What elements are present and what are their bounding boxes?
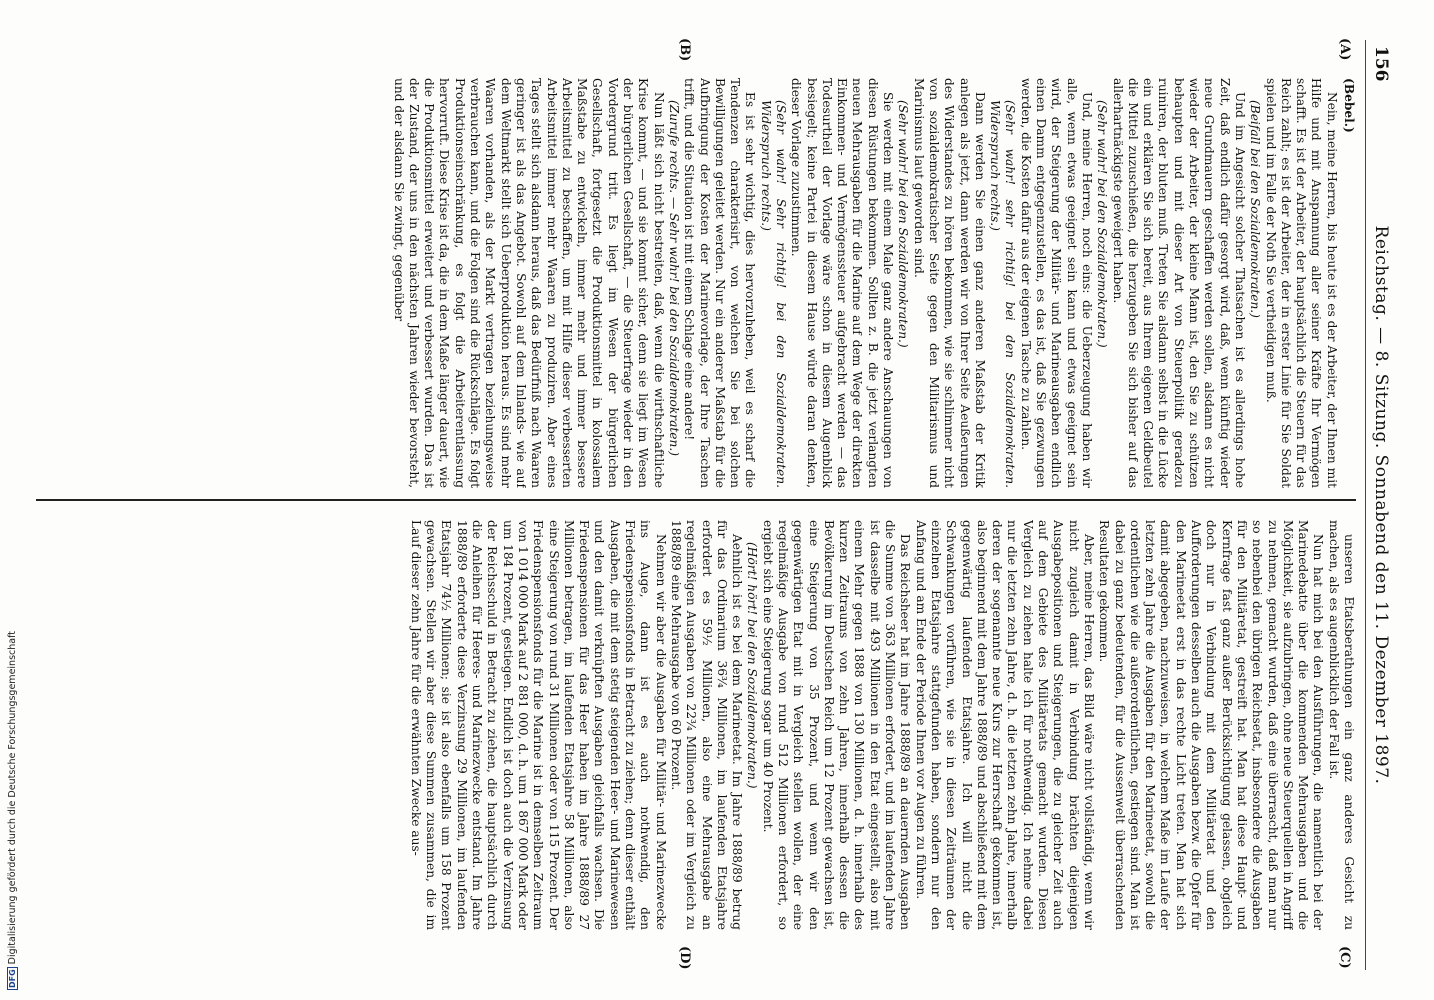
paragraph: (Sehr wahr! bei den Sozialdemokraten.) xyxy=(1095,100,1110,348)
paragraph: Dann werden Sie einen ganz anderen Maßstab der Kritik anlegen als jetzt, dann werden wir von Ihrer Seite Aeußerungen des Widerstandes zu hören bekommen, wie sie schlimmer nicht von sozialdemokratischer Seite gegen den Militarismus und Marinismus laut geworden sind. xyxy=(911,78,987,488)
paragraph: Nun hat mich bei den Ausführungen, die namentlich bei der Marinedebatte über die kommenden Mehrausgaben und die Möglichkeit, sie aufzubringen, ohne neue Steuerquellen in Angriff zu nehmen, gemacht wurden, daß eine überrascht, daß man nur so nebenbei den übrigen Reichsetat, insbesondere die Ausgaben für den Militäretat, gestreift hat. Man hat diese Haupt- und Kernfrage fast ganz außer Berücksichtigung gelassen, obgleich doch nur in Verbindung mit dem Militäretat und den Aufforderungen desselben auch die Ausgaben bezw. die Opfer für den Marineetat erst in das rechte Licht treten. Man hat sich damit abgegeben, nachzuweisen, in welchem Maße im Laufe der letzten zehn Jahre die Ausgaben für den Marineetat, sowohl die ordentlichen wie die außerordentlichen, gestiegen sind. Man ist dabei zu ganz bedeutenden, für die Aussenwelt überraschenden Resultaten gekommen. xyxy=(1097,520,1326,930)
paragraph: Das Reichsheer hat im Jahre 1888/89 an dauernden Ausgaben die Summe von 363 Millionen erfordert, und im laufenden Jahre ist dasselbe mit 493 Millionen in den Etat eingestellt, also mit einem Mehr gegen 1888 von 130 Millionen, d. h. innerhalb des kurzen Zeitraums von zehn Jahren, innerhalb dessen die Bevölkerung im Deutschen Reich um 12 Prozent gewachsen ist, eine Steigerung von 35 Prozent, und wenn wir den gegenwärtigen Etat mit in Vergleich stellen wollen, der eine regelmäßige Ausgabe von rund 512 Millionen erfordert, so ergiebt sich eine Steigerung sogar um 40 Prozent. xyxy=(760,520,913,930)
paragraph: Es ist sehr wichtig, dies hervorzuheben, weil es scharf die Tendenzen charakterisirt, von welchen Sie bei solchen Bewilligungen geleitet werden. Nur ein anderer Maßstab für die Aufbringung der Kosten der Marinevorlage, der Ihre Taschen trifft, und die Situation ist mit einem Schlage eine andere! xyxy=(682,78,758,488)
margin-marker-b: (B) xyxy=(677,38,692,62)
paragraph: Sie werden mit einem Male ganz andere Anschauungen von diesen Rüstungen bekommen. Sollten z. B. die jetzt verlangten neuen Mehrausgaben für die Marine auf dem Wege der direkten Einkommen- und Vermögenssteuer aufgebracht werden — das Todesurtheil der Vorlage wäre schon in diesem Augenblick besiegelt; keine Partei in diesem Hause würde daran denken, dieser Vorlage zuzustimmen. xyxy=(789,78,896,488)
digitization-note-text xyxy=(7,631,18,990)
paragraph: Nun läßt sich nicht bestreiten, daß, wenn die wirthschaftliche Krise kommt, — und sie kommt sicher, denn sie liegt im Wesen der bürgerlichen Gesellschaft, — die Steuerfrage wieder in den Vordergrund tritt. Es liegt im Wesen der bürgerlichen Gesellschaft, fortgesetzt die Produktionsmittel in kolossalem Maßstabe zu entwickeln, immer mehr und immer bessere Arbeitsmittel zu beschaffen, um mit Hilfe dieser verbesserten Arbeitsmittel immer mehr Waaren zu produziren. Aber eines Tages stellt sich alsdann heraus, daß das Bedürfniß nach Waaren geringer ist als das Angebot. Sowohl auf dem Inlands- wie auf dem Weltmarkt stellt sich Ueberproduktion heraus. Es sind mehr Waaren vorhanden, als der Markt vertragen beziehungsweise verbrauchen kann, und die Folgen sind die Rückschläge. Es folgt Produktionseinschränkung, es folgt die Arbeiterentlassung hervorruft. Diese Krise ist da, die in dem Maße länger dauert, wie die Produktionsmittel erweitert und verbessert wurden. Das ist der Zustand, der uns in den nächsten Jahren wieder bevorsteht, und der alsdann Sie zwingt, gegenüber xyxy=(391,78,666,488)
page-header xyxy=(1365,40,1396,970)
speaker-name: (Bebel.) xyxy=(1342,78,1356,133)
digitization-note xyxy=(0,0,24,1000)
paragraph: (Sehr wahr! bei den Sozialdemokraten.) xyxy=(896,100,911,348)
page-number: 156 xyxy=(1371,46,1391,82)
paragraph: Nehmen wir aber die Ausgaben für Militär- und Marinezwecke ins Auge, dann ist es auch nothwendig, den Friedenspensionsfonds in Betracht zu ziehen; denn dieser enthält Ausgaben, die mit dem stetig steigenden Heer- und Marinewesen und den damit verknüpften Ausgaben gleichfalls wachsen. Die Friedenspensionen für das Heer haben im Jahre 1888/89 27 Millionen betragen, im laufenden Etatsjahre 58 Millionen, also eine Steigerung von rund 31 Millionen oder von 115 Prozent. Der Friedenspensionsfonds für die Marine ist in demselben Zeitraum von 1 014 000 Mark auf 2 881 000, d. h. um 1 867 000 Mark oder um 184 Prozent, gestiegen. Endlich ist doch auch die Verzinsung der Reichsschuld in Betracht zu ziehen, die hauptsächlich durch die Anleihen für Heeres- und Marinezwecke entstand. Im Jahre 1888/89 erforderte diese Verzinsung 29 Millionen, im laufenden Etatsjahr 74½ Millionen; sie ist also ebenfalls um 158 Prozent gewachsen. Stellen wir aber diese Summen zusammen, die im Lauf dieser zehn Jahre für die erwähnten Zwecke aus- xyxy=(408,520,668,930)
paragraph: (Sehr wahr! sehr richtig! bei den Sozialdemokraten. Widerspruch rechts.) xyxy=(988,100,1018,488)
paragraph: (Sehr wahr! Sehr richtig! bei den Sozialdemokraten. Widerspruch rechts.) xyxy=(758,100,789,488)
paragraph: (Beifall bei den Sozialdemokraten.) xyxy=(1248,100,1263,318)
digitization-note-label: Digitalisierung gefördert durch die Deutsche Forschungsgemeinschaft xyxy=(6,630,18,965)
paragraph: unseren Etatsberathungen ein ganz anderes Gesicht zu machen, als es augenblicklich der Fall ist. xyxy=(1326,520,1356,930)
dfg-logo: DFG xyxy=(7,969,17,988)
paragraph: Und, meine Herren, noch eins: die Ueberzeugung haben wir alle, wenn etwas geeignet sein kann und etwas geeignet sein wird, der Steigerung der Militär- und Marineausgaben endlich einen Damm entgegenzustellen, es das ist, daß Sie gezwungen werden, die Kosten dafür aus der eigenen Tasche zu zahlen. xyxy=(1018,78,1094,488)
column-divider xyxy=(36,499,1356,501)
text-column-left xyxy=(36,78,1356,488)
left-column-paragraphs xyxy=(390,78,1338,488)
margin-marker-d: (D) xyxy=(677,946,692,970)
margin-marker-a: (A) xyxy=(1337,38,1352,61)
right-column-paragraphs xyxy=(408,520,1356,930)
paragraph: (Hört! hört! bei den Sozialdemokraten.) xyxy=(745,542,760,789)
text-column-right xyxy=(36,520,1356,930)
paragraph: Nein, meine Herren, bis heute ist es der Arbeiter, der Ihnen mit Hilfe und mit Anspannung aller seiner Kräfte Ihr Vermögen schafft. Es ist der Arbeiter, der hauptsächlich die Steuern für das Reich zahlt; es ist der Arbeiter, der in erster Linie für Sie Soldat spielen und im Falle der Noth Sie vertheidigen muß. xyxy=(1263,78,1339,488)
paragraph: Und im Angesicht solcher Thatsachen ist es allerdings hohe Zeit, daß endlich dafür gesorgt wird, daß, wenn künftig wieder neue Grundmauern geschaffen werden sollen, alsdann es nicht wieder der Arbeiter, der kleine Mann ist, den Sie zu schützen behaupten und mit dieser Art von Steuerpolitik geradezu ruiniren, der bluten muß. Treten Sie alsdann selbst in die Lücke ein und erklären Sie sich bereit, aus Ihrem eigenen Geldbeutel die Mittel zuzuschießen, die herzugeben Sie sich bisher auf das allerhartnäckigste geweigert haben. xyxy=(1110,78,1247,488)
margin-marker-c: (C) xyxy=(1337,946,1352,969)
paragraph: Aber, meine Herren, das Bild wäre nicht vollständig, wenn wir nicht zugleich damit in Verbindung brächten diejenigen Ausgabepositionen und Steigerungen, die zu gleicher Zeit auch auf dem Gebiete des Militäretats gemacht wurden. Diesen Vergleich zu ziehen halte ich für nothwendig. Ich nehme dabei nur die letzten zehn Jahre, d. h. die letzten zehn Jahre, innerhalb deren der sogenannte neue Kurs zur Herrschaft gekommen ist, also beginnend mit dem Jahre 1888/89 und abschließend mit dem gegenwärtig laufenden Etatsjahre. Ich will nicht die Schwankungen vorführen, wie sie in diesen Zeiträumen der einzelnen Etatsjahre stattgefunden haben, sondern nur den Anfang und am Ende der Periode Ihnen vor Augen zu führen. xyxy=(913,520,1096,930)
paragraph: Aehnlich ist es bei dem Marineetat. Im Jahre 1888/89 betrug für das Ordinarium 36¾ Millionen, im laufenden Etatsjahre erfordert es 59½ Millionen, also eine Mehrausgabe an regelmäßigen Ausgaben von 22¾ Millionen oder im Vergleich zu 1888/89 eine Mehrausgabe von 60 Prozent. xyxy=(668,520,745,930)
paragraph: (Zurufe rechts. — Sehr wahr! bei den Sozialdemokraten.) xyxy=(666,100,681,456)
page-title: Reichstag. — 8. Sitzung. Sonnabend den 11. Dezember 1897. xyxy=(1371,225,1391,785)
